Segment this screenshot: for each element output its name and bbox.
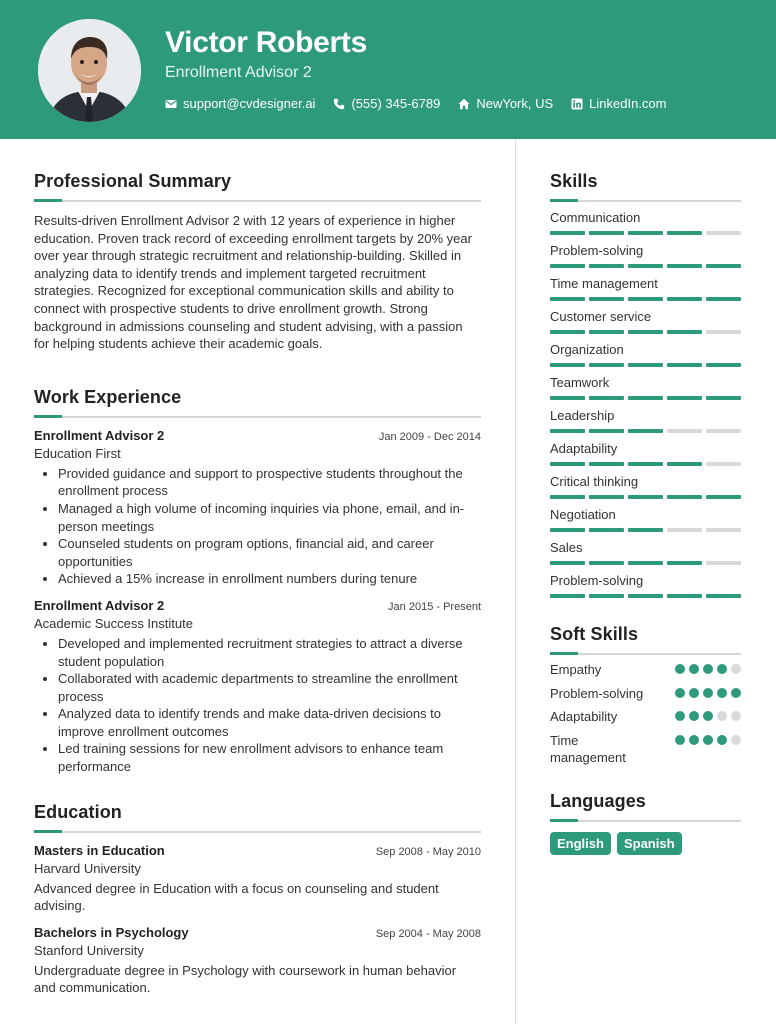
skill-item bbox=[550, 507, 741, 532]
skill-name: Organization bbox=[550, 342, 624, 357]
skill-name: Problem-solving bbox=[550, 573, 644, 588]
skill-level-segment bbox=[706, 297, 741, 301]
rating-dot bbox=[675, 688, 685, 698]
skill-level-segment bbox=[550, 594, 585, 598]
skill-name: Problem-solving bbox=[550, 243, 644, 258]
skill-item bbox=[550, 342, 741, 367]
skill-level-segment bbox=[706, 363, 741, 367]
skill-level-bar bbox=[550, 297, 741, 301]
skill-level-segment bbox=[589, 462, 624, 466]
job-bullets bbox=[34, 465, 481, 588]
skill-item bbox=[550, 573, 741, 598]
skill-level-segment bbox=[589, 231, 624, 235]
list-item: • Achieved a 15% increase in enrollment numbers during tenure bbox=[58, 570, 481, 588]
skill-item bbox=[550, 375, 741, 400]
contact-email-text: support@cvdesigner.ai bbox=[183, 96, 316, 111]
contact-location bbox=[458, 96, 553, 111]
experience-section bbox=[34, 387, 481, 776]
section-title: Languages bbox=[550, 790, 646, 811]
person-portrait-icon bbox=[38, 19, 141, 122]
section-title: Work Experience bbox=[34, 386, 182, 407]
job-title: Enrollment Advisor 2 bbox=[34, 597, 165, 613]
skill-level-segment bbox=[628, 528, 663, 532]
contact-linkedin-text: LinkedIn.com bbox=[589, 96, 667, 111]
skill-level-segment bbox=[667, 429, 702, 433]
list-item: • Analyzed data to identify trends and make data-driven decisions to improve enrollment outcomes bbox=[58, 705, 481, 740]
skill-level-segment bbox=[667, 462, 702, 466]
skill-level-segment bbox=[667, 396, 702, 400]
skill-level-segment bbox=[589, 363, 624, 367]
list-item: • Developed and implemented recruitment strategies to attract a diverse student population bbox=[58, 635, 481, 670]
soft-skill-name: Time management bbox=[550, 732, 626, 766]
profile-photo bbox=[38, 19, 141, 122]
skill-level-segment bbox=[667, 231, 702, 235]
skill-level-bar bbox=[550, 594, 741, 598]
soft-skill-rating bbox=[675, 735, 741, 745]
rating-dot bbox=[731, 735, 741, 745]
list-item: • Collaborated with academic departments to streamline the enrollment process bbox=[58, 670, 481, 705]
rating-dot bbox=[703, 711, 713, 721]
skill-level-segment bbox=[667, 363, 702, 367]
skill-item bbox=[550, 309, 741, 334]
rating-dot bbox=[731, 688, 741, 698]
education-entry bbox=[34, 925, 481, 997]
skill-name: Critical thinking bbox=[550, 474, 639, 489]
soft-skill-rating bbox=[675, 711, 741, 721]
skill-level-bar bbox=[550, 330, 741, 334]
skill-level-segment bbox=[550, 429, 585, 433]
skill-level-segment bbox=[550, 330, 585, 334]
soft-skills-list bbox=[550, 661, 741, 767]
skill-name: Teamwork bbox=[550, 375, 610, 390]
degree-title: Bachelors in Psychology bbox=[34, 924, 189, 940]
rating-dot bbox=[717, 735, 727, 745]
skill-name: Customer service bbox=[550, 309, 652, 324]
contact-email[interactable] bbox=[165, 96, 315, 111]
job-organization: Academic Success Institute bbox=[34, 615, 193, 631]
skill-name: Negotiation bbox=[550, 507, 616, 522]
section-title: Education bbox=[34, 801, 122, 822]
skill-level-bar bbox=[550, 396, 741, 400]
skill-level-segment bbox=[589, 495, 624, 499]
skill-level-segment bbox=[628, 594, 663, 598]
skill-item bbox=[550, 210, 741, 235]
skill-name: Communication bbox=[550, 210, 641, 225]
skill-level-bar bbox=[550, 429, 741, 433]
skill-item bbox=[550, 408, 741, 433]
skill-level-bar bbox=[550, 495, 741, 499]
rating-dot bbox=[675, 664, 685, 674]
rating-dot bbox=[689, 711, 699, 721]
education-description: Advanced degree in Education with a focus on counseling and student advising. bbox=[34, 880, 439, 914]
skill-level-bar bbox=[550, 231, 741, 235]
skill-level-segment bbox=[628, 396, 663, 400]
skill-level-segment bbox=[706, 462, 741, 466]
summary-section bbox=[34, 171, 481, 353]
education-dates: Sep 2004 - May 2008 bbox=[375, 927, 481, 940]
skill-item bbox=[550, 474, 741, 499]
skill-level-segment bbox=[667, 495, 702, 499]
rating-dot bbox=[675, 735, 685, 745]
summary-text: Results-driven Enrollment Advisor 2 with 12 years of experience in higher education. Proven track record of exceeding enrollment targets by 20% year over year through strategic recruitment and relationship-building. Skilled in analyzing data to identify trends and implement targeted recruitment strategies. Recognized for exceptional communication skills and ability to connect with prospective students to drive enrollment growth. Strong background in admissions counseling and student advising, with a passion for helping students achieve their academic goals. bbox=[34, 213, 472, 352]
skill-level-segment bbox=[667, 297, 702, 301]
skill-level-segment bbox=[667, 594, 702, 598]
languages-list bbox=[550, 832, 741, 855]
skill-level-bar bbox=[550, 264, 741, 268]
skill-level-segment bbox=[628, 462, 663, 466]
rating-dot bbox=[717, 688, 727, 698]
section-title: Skills bbox=[550, 171, 598, 191]
skill-level-segment bbox=[550, 462, 585, 466]
soft-skill-name: Problem-solving bbox=[550, 685, 644, 701]
skill-level-bar bbox=[550, 561, 741, 565]
skill-level-segment bbox=[706, 528, 741, 532]
skill-level-segment bbox=[550, 495, 585, 499]
skill-level-segment bbox=[550, 528, 585, 532]
soft-skills-section bbox=[550, 624, 741, 767]
contact-phone[interactable] bbox=[333, 96, 440, 111]
skill-level-bar bbox=[550, 363, 741, 367]
list-item: • Counseled students on program options, financial aid, and career opportunities bbox=[58, 535, 481, 570]
soft-skill-item bbox=[550, 661, 741, 679]
contact-location-text: NewYork, US bbox=[476, 96, 554, 111]
phone-icon bbox=[333, 98, 345, 110]
skill-level-segment bbox=[667, 561, 702, 565]
skill-level-segment bbox=[628, 330, 663, 334]
rating-dot bbox=[717, 711, 727, 721]
skill-level-segment bbox=[589, 594, 624, 598]
contact-list bbox=[165, 96, 667, 111]
education-dates: Sep 2008 - May 2010 bbox=[375, 845, 481, 858]
section-title: Professional Summary bbox=[34, 171, 232, 191]
skill-level-segment bbox=[550, 297, 585, 301]
skill-level-segment bbox=[628, 264, 663, 268]
rating-dot bbox=[703, 664, 713, 674]
skill-name: Time management bbox=[550, 276, 658, 291]
skill-item bbox=[550, 243, 741, 268]
section-rule bbox=[34, 416, 481, 418]
rating-dot bbox=[675, 711, 685, 721]
skills-list bbox=[550, 210, 741, 598]
side-column bbox=[550, 171, 741, 855]
skill-level-bar bbox=[550, 462, 741, 466]
soft-skill-item bbox=[550, 685, 741, 703]
language-badge: English bbox=[550, 832, 611, 855]
skill-level-segment bbox=[706, 231, 741, 235]
section-rule bbox=[34, 831, 481, 833]
language-badge: Spanish bbox=[617, 832, 682, 855]
skill-level-segment bbox=[706, 495, 741, 499]
skill-level-segment bbox=[589, 561, 624, 565]
soft-skill-item bbox=[550, 732, 741, 767]
skill-level-segment bbox=[628, 297, 663, 301]
list-item: • Led training sessions for new enrollment advisors to enhance team performance bbox=[58, 740, 481, 775]
rating-dot bbox=[731, 664, 741, 674]
soft-skill-name: Adaptability bbox=[550, 709, 618, 725]
job-organization: Education First bbox=[34, 445, 121, 461]
section-rule bbox=[34, 200, 481, 202]
skill-level-segment bbox=[589, 429, 624, 433]
skill-item bbox=[550, 540, 741, 565]
school-name: Stanford University bbox=[34, 942, 144, 958]
main-column bbox=[34, 171, 481, 997]
skill-level-segment bbox=[550, 231, 585, 235]
skill-name: Sales bbox=[550, 540, 583, 555]
rating-dot bbox=[703, 735, 713, 745]
resume-header bbox=[0, 0, 776, 139]
skill-level-segment bbox=[550, 561, 585, 565]
skill-level-segment bbox=[667, 264, 702, 268]
skill-level-segment bbox=[628, 495, 663, 499]
rating-dot bbox=[689, 735, 699, 745]
candidate-name: Victor Roberts bbox=[165, 26, 367, 59]
section-title: Soft Skills bbox=[550, 624, 639, 644]
skill-level-segment bbox=[589, 297, 624, 301]
soft-skill-item bbox=[550, 708, 741, 726]
education-description: Undergraduate degree in Psychology with coursework in human behavior and communication. bbox=[34, 962, 457, 996]
rating-dot bbox=[689, 664, 699, 674]
skill-level-segment bbox=[550, 363, 585, 367]
linkedin-icon bbox=[571, 98, 583, 110]
rating-dot bbox=[717, 664, 727, 674]
column-divider bbox=[515, 139, 516, 1024]
skill-level-segment bbox=[706, 396, 741, 400]
skill-name: Leadership bbox=[550, 408, 615, 423]
job-entry bbox=[34, 598, 481, 776]
contact-phone-text: (555) 345-6789 bbox=[351, 96, 441, 111]
skill-level-segment bbox=[667, 528, 702, 532]
rating-dot bbox=[703, 688, 713, 698]
envelope-icon bbox=[165, 98, 177, 110]
skill-level-bar bbox=[550, 528, 741, 532]
soft-skill-name: Empathy bbox=[550, 662, 602, 677]
section-rule bbox=[550, 200, 741, 202]
list-item: • Managed a high volume of incoming inquiries via phone, email, and in-person meetings bbox=[58, 500, 481, 535]
skill-level-segment bbox=[706, 429, 741, 433]
job-title: Enrollment Advisor 2 bbox=[34, 427, 165, 443]
candidate-role: Enrollment Advisor 2 bbox=[165, 64, 312, 81]
education-section bbox=[34, 802, 481, 997]
skills-section bbox=[550, 171, 741, 598]
section-rule bbox=[550, 653, 741, 655]
contact-linkedin[interactable] bbox=[571, 96, 666, 111]
skill-item bbox=[550, 441, 741, 466]
skill-level-segment bbox=[706, 561, 741, 565]
list-item: • Provided guidance and support to prospective students throughout the enrollment process bbox=[58, 465, 481, 500]
skill-level-segment bbox=[589, 330, 624, 334]
skill-level-segment bbox=[589, 264, 624, 268]
soft-skill-rating bbox=[675, 688, 741, 698]
skill-level-segment bbox=[628, 231, 663, 235]
skill-level-segment bbox=[589, 396, 624, 400]
job-dates: Jan 2015 - Present bbox=[388, 600, 481, 613]
skill-item bbox=[550, 276, 741, 301]
skill-level-segment bbox=[628, 363, 663, 367]
section-rule bbox=[550, 820, 741, 822]
rating-dot bbox=[689, 688, 699, 698]
job-entry bbox=[34, 428, 481, 588]
skill-name: Adaptability bbox=[550, 441, 618, 456]
skill-level-segment bbox=[628, 429, 663, 433]
degree-title: Masters in Education bbox=[34, 842, 165, 858]
skill-level-segment bbox=[550, 264, 585, 268]
skill-level-segment bbox=[589, 528, 624, 532]
skill-level-segment bbox=[706, 330, 741, 334]
skill-level-segment bbox=[550, 396, 585, 400]
soft-skill-rating bbox=[675, 664, 741, 674]
skill-level-segment bbox=[667, 330, 702, 334]
skill-level-segment bbox=[706, 264, 741, 268]
home-icon bbox=[458, 98, 470, 110]
job-bullets bbox=[34, 635, 481, 776]
school-name: Harvard University bbox=[34, 860, 141, 876]
education-entry bbox=[34, 843, 481, 915]
rating-dot bbox=[731, 711, 741, 721]
skill-level-segment bbox=[706, 594, 741, 598]
languages-section bbox=[550, 791, 741, 855]
skill-level-segment bbox=[628, 561, 663, 565]
job-dates: Jan 2009 - Dec 2014 bbox=[378, 430, 481, 443]
